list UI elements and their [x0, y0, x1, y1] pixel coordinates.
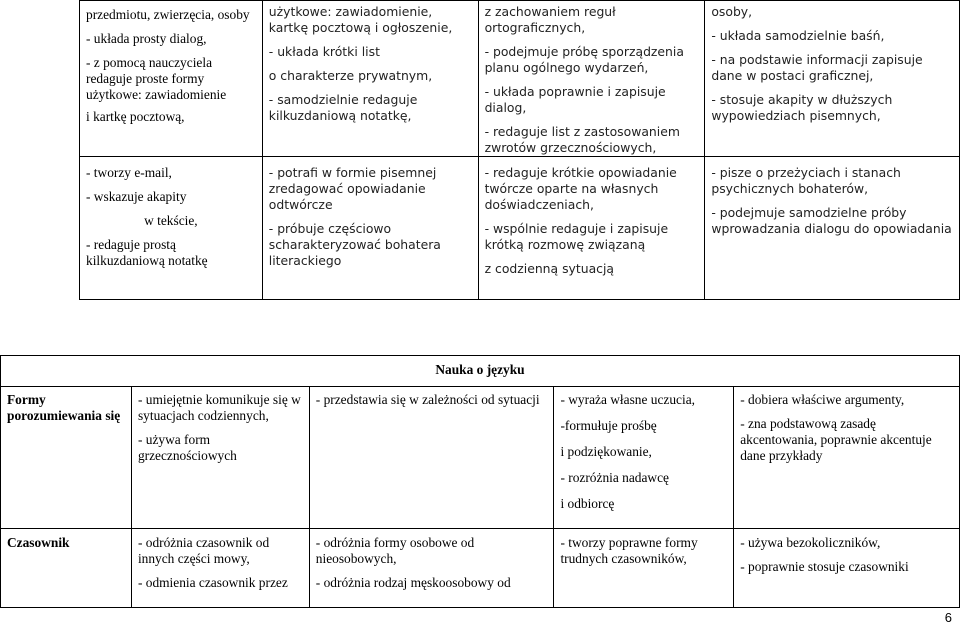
- cell-text: - odróżnia czasownik od innych części mowy,: [137, 535, 270, 566]
- cell-text: - umiejętnie komunikuje się w sytuacjach codziennych,: [137, 392, 301, 423]
- table-cell: [309, 529, 554, 608]
- cell-text: - tworzy e-mail,: [86, 165, 172, 180]
- table-cell: [734, 387, 960, 529]
- table-row: [1, 387, 960, 529]
- cell-text: - tworzy poprawne formy trudnych czasowników,: [560, 535, 698, 566]
- table-cell: [309, 387, 554, 529]
- cell-text: - dobiera właściwe argumenty,: [740, 392, 905, 407]
- cell-text: - podejmuje próbę sporządzenia planu ogólnego wydarzeń,: [484, 44, 684, 75]
- cell-text: - z pomocą nauczyciela redaguje proste formy użytkowe: zawiadomienie: [86, 55, 227, 102]
- cell-text: i podziękowanie,: [560, 444, 652, 459]
- cell-text: i odbiorcę: [560, 496, 615, 511]
- cell-text: osoby,: [711, 4, 753, 19]
- section-title: Nauka o języku: [1, 356, 960, 387]
- table-cell: [131, 529, 309, 608]
- table-cell: [554, 387, 734, 529]
- cell-text: - pisze o przeżyciach i stanach psychicznych bohaterów,: [711, 165, 901, 196]
- cell-text: z codzienną sytuacją: [484, 261, 615, 276]
- cell-text: - stosuje akapity w dłuższych wypowiedziach pisemnych,: [711, 92, 893, 123]
- cell-text: - układa krótki list: [268, 44, 380, 59]
- cell-text: przedmiotu, zwierzęcia, osoby: [86, 7, 250, 22]
- cell-text: - wyraża własne uczucia,: [560, 392, 696, 407]
- cell-text: - poprawnie stosuje czasowniki: [740, 559, 909, 574]
- cell-text: - próbuje częściowo scharakteryzować bohatera literackiego: [268, 221, 441, 268]
- cell-text: - wspólnie redaguje i zapisuje krótką rozmowę związaną: [484, 221, 669, 252]
- cell-text: o charakterze prywatnym,: [268, 68, 433, 83]
- cell-text: - samodzielnie redaguje kilkuzdaniową notatkę,: [268, 92, 418, 123]
- cell-text: - rozróżnia nadawcę: [560, 470, 669, 485]
- table-header-row: [1, 356, 960, 387]
- cell-text: - potrafi w formie pisemnej zredagować opowiadanie odtwórcze: [268, 165, 437, 212]
- cell-text: - redaguje krótkie opowiadanie twórcze oparte na własnych doświadczeniach,: [484, 165, 677, 212]
- row-label: [1, 387, 132, 529]
- cell-text: - redaguje prostą kilkuzdaniową notatkę: [86, 237, 208, 268]
- cell-text: - układa prosty dialog,: [86, 31, 207, 46]
- table-cell: [80, 157, 263, 300]
- table-cell: [734, 529, 960, 608]
- top-table: [79, 0, 960, 300]
- table-row: [80, 157, 960, 300]
- cell-text: - na podstawie informacji zapisuje dane w postaci graficznej,: [711, 52, 923, 83]
- cell-text: - odróżnia formy osobowe od nieosobowych,: [315, 535, 475, 566]
- page-number: 6: [944, 610, 952, 625]
- grammar-table: [0, 355, 960, 608]
- row-label-text: Czasownik: [7, 535, 70, 550]
- table-cell: [478, 157, 705, 300]
- cell-text: - używa form grzecznościowych: [137, 432, 237, 463]
- table-row: [80, 1, 960, 157]
- cell-text: - odróżnia rodzaj męskoosobowy od: [315, 575, 511, 590]
- cell-text: - układa samodzielnie baśń,: [711, 28, 885, 43]
- cell-text: - wskazuje akapity: [86, 189, 187, 204]
- cell-text: - układa poprawnie i zapisuje dialog,: [484, 84, 666, 115]
- cell-text: - przedstawia się w zależności od sytuacji: [315, 392, 540, 407]
- cell-text: - podejmuje samodzielne próby wprowadzania dialogu do opowiadania: [711, 205, 952, 236]
- table-cell: [80, 1, 263, 157]
- cell-text: i kartkę pocztową,: [86, 109, 185, 124]
- table-cell: [262, 1, 478, 157]
- table-cell: [554, 529, 734, 608]
- table-cell: [262, 157, 478, 300]
- table-cell: [705, 157, 960, 300]
- cell-text: -formułuje prośbę: [560, 418, 657, 433]
- cell-text: - odmienia czasownik przez: [137, 575, 288, 590]
- cell-text: - zna podstawową zasadę akcentowania, poprawnie akcentuje dane przykłady: [740, 416, 932, 463]
- cell-text: w tekście,: [144, 213, 198, 228]
- cell-text: z zachowaniem reguł ortograficznych,: [484, 4, 616, 35]
- row-label-text: Formy porozumiewania się: [7, 392, 121, 423]
- table-cell: [478, 1, 705, 157]
- cell-text: - używa bezokoliczników,: [740, 535, 881, 550]
- table-row: [1, 529, 960, 608]
- table-cell: [131, 387, 309, 529]
- row-label: [1, 529, 132, 608]
- table-cell: [705, 1, 960, 157]
- cell-text: - redaguje list z zastosowaniem zwrotów grzecznościowych,: [484, 124, 680, 155]
- cell-text: użytkowe: zawiadomienie, kartkę pocztową i ogłoszenie,: [268, 4, 453, 35]
